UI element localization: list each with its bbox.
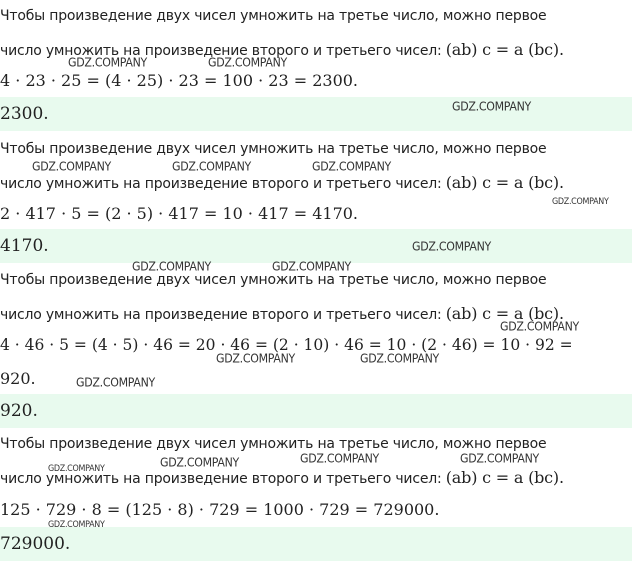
watermark: GDZ.COMPANY: [132, 259, 211, 274]
watermark: GDZ.COMPANY: [452, 99, 531, 114]
watermark: GDZ.COMPANY: [272, 259, 351, 274]
watermark: GDZ.COMPANY: [32, 159, 111, 174]
watermark: GDZ.COMPANY: [172, 159, 251, 174]
solution-4: 125 · 729 · 8 = (125 · 8) · 729 = 1000 · 729 = 729000.: [0, 500, 440, 519]
rule-formula: (ab) c = a (bc).: [445, 304, 564, 323]
watermark: GDZ.COMPANY: [460, 451, 539, 466]
rule-formula: (ab) c = a (bc).: [445, 173, 564, 192]
rule-line-2: [0, 304, 564, 323]
watermark: GDZ.COMPANY: [160, 455, 239, 470]
answer-3: 920.: [0, 394, 632, 428]
watermark: GDZ.COMPANY: [312, 159, 391, 174]
rule-text: число умножить на произведение второго и третьего чисел:: [0, 471, 446, 487]
watermark: GDZ.COMPANY: [300, 451, 379, 466]
watermark: GDZ.COMPANY: [360, 351, 439, 366]
rule-text: число умножить на произведение второго и третьего чисел:: [0, 176, 446, 192]
watermark: GDZ.COMPANY: [500, 319, 579, 334]
watermark: GDZ.COMPANY: [208, 55, 287, 70]
rule-line-1: Чтобы произведение двух чисел умножить на третье число, можно первое: [0, 141, 547, 157]
solution-2: 2 · 417 · 5 = (2 · 5) · 417 = 10 · 417 = 4170.: [0, 204, 359, 223]
rule-line-1: Чтобы произведение двух чисел умножить на третье число, можно первое: [0, 8, 547, 24]
rule-formula: (ab) c = a (bc).: [445, 40, 564, 59]
answer-1: 2300.: [0, 97, 632, 131]
watermark: GDZ.COMPANY: [76, 375, 155, 390]
answer-4: 729000.: [0, 527, 632, 561]
watermark: GDZ.COMPANY: [412, 239, 491, 254]
answer-2: 4170.: [0, 229, 632, 263]
rule-line-1: Чтобы произведение двух чисел умножить на третье число, можно первое: [0, 436, 547, 452]
rule-line-2: [0, 173, 564, 192]
watermark: GDZ.COMPANY: [216, 351, 295, 366]
solution-1: 4 · 23 · 25 = (4 · 25) · 23 = 100 · 23 = 2300.: [0, 71, 359, 90]
watermark: GDZ.COMPANY: [48, 519, 105, 530]
rule-text: число умножить на произведение второго и третьего чисел:: [0, 307, 446, 323]
rule-text: число умножить на произведение второго и третьего чисел:: [0, 43, 446, 59]
solution-3: 4 · 46 · 5 = (4 · 5) · 46 = 20 · 46 = (2 · 10) · 46 = 10 · (2 · 46) = 10 · 92 =: [0, 336, 573, 354]
solution-3-continued: 920.: [0, 369, 36, 388]
rule-line-1: Чтобы произведение двух чисел умножить на третье число, можно первое: [0, 272, 547, 288]
watermark: GDZ.COMPANY: [68, 55, 147, 70]
rule-formula: (ab) c = a (bc).: [445, 468, 564, 487]
watermark: GDZ.COMPANY: [48, 463, 105, 474]
watermark: GDZ.COMPANY: [552, 196, 609, 207]
